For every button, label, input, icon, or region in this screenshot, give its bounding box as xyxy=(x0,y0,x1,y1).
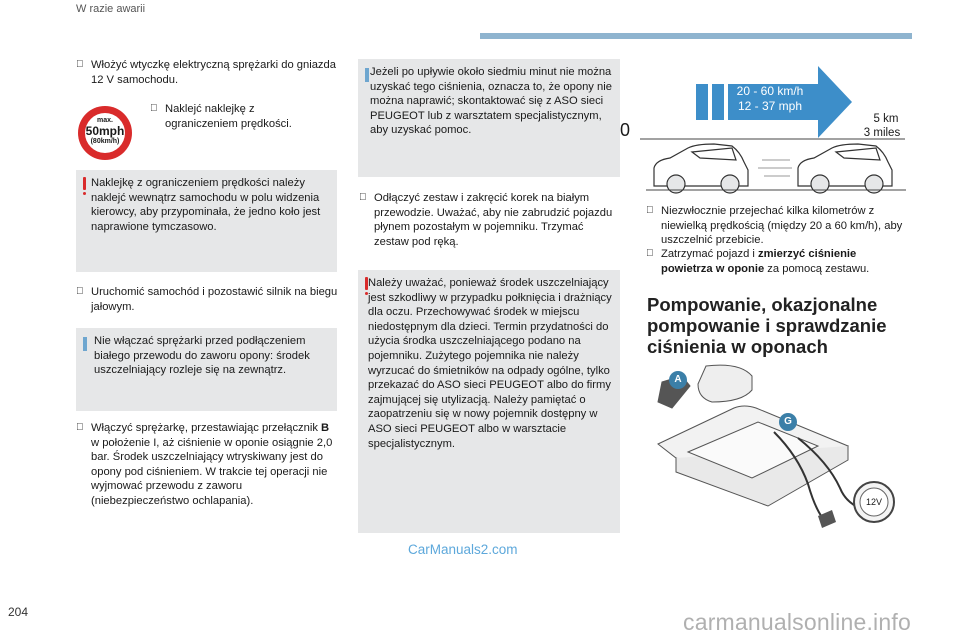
warning-box-sticker xyxy=(76,170,337,272)
step-arrow-icon xyxy=(359,191,367,206)
speed-limit-sticker-icon xyxy=(76,104,134,162)
info-text: Nie włączać sprężarki przed podłączeniem białego przewodu do zaworu opony: środek uszczelniający rozleje się na zewnątrz. xyxy=(94,335,310,377)
step-check-pressure xyxy=(646,247,908,276)
step-text-part1: Zatrzymać pojazd i xyxy=(661,248,758,260)
step-text-part1: Włączyć sprężarkę, przestawiając przełącznik xyxy=(91,422,322,434)
step-start-engine xyxy=(76,285,338,314)
step-text: Niezwłocznie przejechać kilka kilometrów z niewielką prędkością (między 20 a 60 km/h), aby uszczelnić przebicie. xyxy=(661,205,903,247)
speed-mph-label: 12 - 37 mph xyxy=(737,99,803,113)
speed-kmh-label: 20 - 60 km/h xyxy=(736,84,804,98)
socket-12v-label: 12V xyxy=(865,497,882,507)
info-marker-icon xyxy=(83,337,87,351)
watermark-link[interactable]: CarManuals2.com xyxy=(408,542,518,557)
distance-km-label: 5 km xyxy=(873,113,899,125)
step-text: Włożyć wtyczkę elektryczną sprężarki do gniazda 12 V samochodu. xyxy=(91,59,336,86)
step-text: Odłączyć zestaw i zakręcić korek na białym przewodzie. Uważać, aby nie zabrudzić pojazdu płynem pozostałym w pojemniku. Trzymać zestaw pod ręką. xyxy=(374,192,613,248)
section-heading: Pompowanie, okazjonalne pompowanie i sprawdzanie ciśnienia w oponach xyxy=(647,294,887,357)
start-distance-label: 0 xyxy=(620,120,631,140)
sticker-line3: (80km/h) xyxy=(90,138,120,145)
label-g: G xyxy=(784,416,792,427)
watermark-corner-text: carmanualsonline.info xyxy=(683,609,911,635)
distance-miles-label: 3 miles xyxy=(863,127,901,139)
header-accent-bar xyxy=(480,33,912,39)
step-plug-compressor xyxy=(76,58,336,87)
info-marker-icon xyxy=(365,68,369,82)
warning-exclamation-icon xyxy=(82,177,87,197)
step-text: Uruchomić samochód i pozostawić silnik na biegu jałowym. xyxy=(91,286,338,313)
step-arrow-icon xyxy=(646,204,654,219)
driving-after-repair-figure xyxy=(620,60,912,200)
info-text: Jeżeli po upływie około siedmiu minut nie można uzyskać tego ciśnienia, oznacza to, że opony nie można naprawić; skontaktować się z ASO sieci PEUGEOT lub z warsztatem specjalistycznym, aby uzyskać pomoc. xyxy=(370,66,612,137)
step-text-part2: za pomocą zestawu. xyxy=(764,262,870,275)
step-arrow-icon xyxy=(76,421,84,436)
warning-text: Należy uważać, ponieważ środek uszczelniający jest szkodliwy w przypadku połknięcia i drażniący dla oczu. Przechowywać środek w miejscu niedostępnym dla dzieci. Termin przydatności do użycia środka uszczelniającego podano na pojemniku. Zużytego pojemnika nie należy wyrzucać do śmietników na odpady ogólne, tylko przekazać do ASO sieci PEUGEOT albo do firmy zajmującej się utylizacją. Należy pamiętać o zaopatrzeniu się w nowy pojemnik dostępny w ASO sieci PEUGEOT albo w warsztacie specjalistycznym. xyxy=(368,277,612,450)
warning-box-sealant xyxy=(358,270,620,533)
step-apply-sticker xyxy=(150,102,300,131)
header-section-title: W razie awarii xyxy=(76,3,146,15)
sticker-line1: max. xyxy=(97,117,113,124)
step-text-part2: w położenie I, aż ciśnienie w oponie osiągnie 2,0 bar. Środek uszczelniający wtryskiwany jest do opony pod ciśnieniem. W trakcie tej operacji nie wyjmować przewodu z zaworu (niebezpieczeństwo ochlapania). xyxy=(91,436,333,507)
sticker-line2: 50mph xyxy=(85,124,125,138)
step-arrow-icon xyxy=(150,102,158,117)
info-box-seven-minutes xyxy=(358,59,620,177)
switch-label-b: B xyxy=(321,422,330,434)
page-number: 204 xyxy=(8,605,29,619)
info-box-compressor xyxy=(76,328,337,411)
step-text-bold: zmierzyć ciśnienie powietrza w oponie xyxy=(661,248,857,275)
label-a: A xyxy=(674,374,682,385)
compressor-kit-figure xyxy=(648,362,908,538)
step-drive-slowly xyxy=(646,204,908,248)
step-arrow-icon xyxy=(76,285,84,300)
step-arrow-icon xyxy=(76,58,84,73)
step-switch-compressor xyxy=(76,421,338,509)
step-arrow-icon xyxy=(646,247,654,262)
step-text: Naklejć naklejkę z ograniczeniem prędkości. xyxy=(165,103,292,130)
step-disconnect-kit xyxy=(359,191,621,249)
warning-text: Naklejkę z ograniczeniem prędkości należy naklejć wewnątrz samochodu w polu widzenia kierowcy, aby przypominała, że jedno koło jest naprawione tymczasowo. xyxy=(91,177,321,233)
